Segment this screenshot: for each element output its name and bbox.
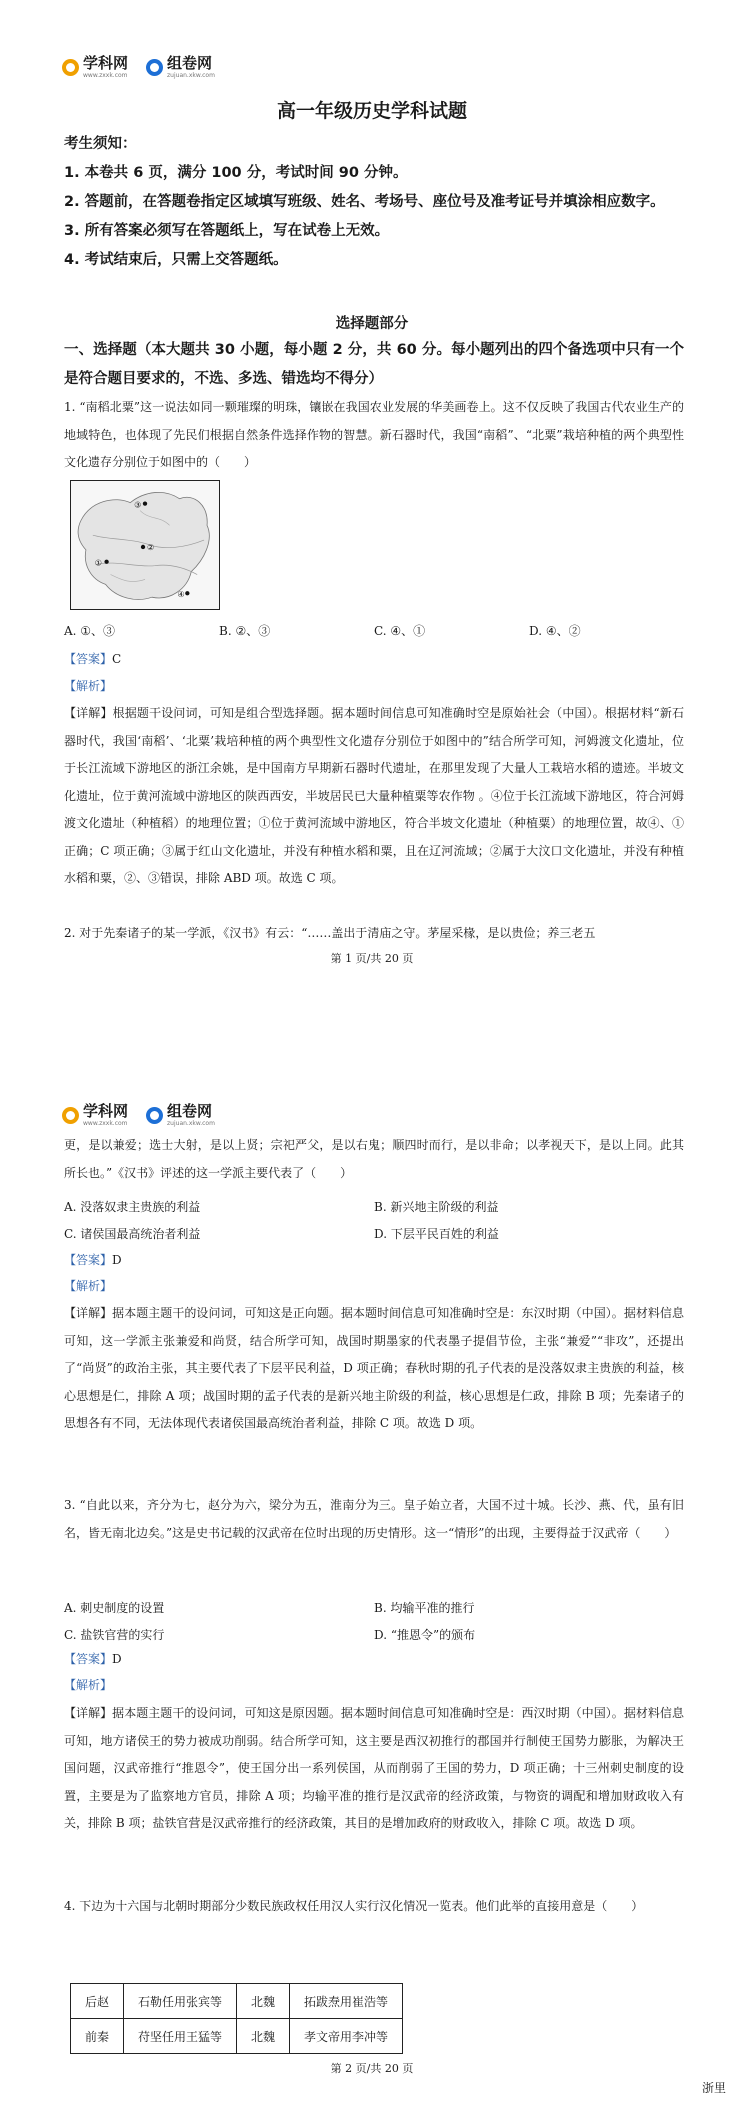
q2-answer-value: D: [112, 1253, 122, 1267]
q2-option-c: C. 诸侯国最高统治者利益: [64, 1227, 201, 1241]
notice-item-4: 4. 考试结束后，只需上交答题纸。: [64, 252, 288, 268]
q1-stem: 1. “南稻北粟”这一说法如同一颗璀璨的明珠，镶嵌在我国农业发展的华美画卷上。这不仅反映了我国古代农业生产的地域特色，也体现了先民们根据自然条件选择作物的智慧。新石器时代，我国“南稻”、“北粟”栽培种植的两个典型性文化遗存分别位于如图中的（ ）: [64, 400, 684, 469]
zujuan-logo-icon-page2: [146, 1107, 163, 1124]
q3-option-b: B. 均输平准的推行: [374, 1601, 475, 1615]
page-1-footer: 第 1 页/共 20 页: [330, 952, 414, 965]
zujuan-logo-page2: [146, 1104, 215, 1127]
q2-detail-label: 【详解】: [64, 1306, 113, 1320]
q1-analysis-label: 【解析】: [64, 679, 113, 693]
table-cell: 孝文帝用李冲等: [290, 2019, 403, 2054]
q2-stem-cont: 更，是以兼爱；选士大射，是以上贤；宗祀严父，是以右鬼；顺四时而行，是以非命；以孝视天下，是以上同。此其所长也。”《汉书》评述的这一学派主要代表了（ ）: [64, 1138, 684, 1180]
header-logos-page2: [62, 1104, 215, 1127]
q1-detail: [64, 700, 684, 893]
q1-answer: [64, 646, 684, 674]
q1-detail-text: 根据题干设问词，可知是组合型选择题。据本题时间信息可知准确时空是原始社会（中国）。根据材料“新石器时代，我国‘南稻’、‘北粟’栽培种植的两个典型性文化遗存分别位于如图中的”结合所学可知，河姆渡文化遗址，位于长江流域下游地区的浙江余姚，是中国南方早期新石器时代遗址，在那里发现了大量人工栽培水稻的遗迹。半坡文化遗址，位于黄河流域中游地区的陕西西安，半坡居民已大量种植粟等农作物 。④位于长江流域下游地区，符合河姆渡文化遗址（种植稻）的地理位置；①位于黄河流域中游地区，符合半坡文化遗址（种植粟）的地理位置，故④、①正确；C 项正确；③属于红山文化遗址，并没有种植水稻和粟，且在辽河流域；②属于大汶口文化遗址，并没有种植水稻和粟，②、③错误，排除 ABD 项。故选 C 项。: [64, 706, 684, 885]
table-cell: 北魏: [237, 2019, 290, 2054]
china-map-svg: [71, 481, 219, 609]
zujuan-logo-icon: [146, 59, 163, 76]
q3-options: [64, 1599, 684, 1643]
table-cell: 后赵: [71, 1984, 124, 2019]
notice-heading: 考生须知：: [64, 136, 137, 152]
q2-answer-label: 【答案】: [64, 1253, 113, 1267]
page-1: [0, 0, 744, 1030]
notice-block: [64, 130, 684, 275]
q1-answer-value: C: [112, 652, 122, 666]
q2-option-a: A. 没落奴隶主贵族的利益: [64, 1200, 201, 1214]
china-map-figure: [70, 480, 220, 610]
q4-table: [70, 1983, 403, 2054]
q2-detail-text: 据本题主题干的设问词，可知这是正向题。据本题时间信息可知准确时空是：东汉时期（中国）。据材料信息可知，这一学派主张兼爱和尚贤，结合所学可知，战国时期墨家的代表墨子提倡节俭，主张“兼爱”“非攻”，还提出了“尚贤”的政治主张，其主要代表了下层平民利益，D 项正确；春秋时期的孔子代表的是没落奴隶主贵族的利益，核心思想是仁，排除 A 项；战国时期的孟子代表的是新兴地主阶级的利益，核心思想是仁政，排除 B 项；先秦诸子的思想各有不同，无法体现代表诸侯国最高统治者利益，排除 C 项。故选 D 项。: [64, 1306, 684, 1430]
table-cell: 拓跋焘用崔浩等: [290, 1984, 403, 2019]
xkw-logo-name: 学科网: [83, 54, 129, 72]
page-gap: [0, 1030, 744, 1100]
q3-option-d: D. “推恩令”的颁布: [374, 1628, 476, 1642]
q2-answer: [64, 1247, 684, 1275]
xkw-logo: [62, 56, 128, 79]
q1-option-b: B. ②、③: [219, 624, 271, 638]
map-label-4: ④: [177, 590, 185, 600]
map-label-2: ②: [146, 542, 155, 552]
exam-title: 高一年级历史学科试题: [276, 100, 467, 122]
zujuan-logo-url: zujuan.xkw.com: [167, 72, 215, 79]
xkw-logo-url-page2: www.zxxk.com: [83, 1120, 128, 1127]
site-marker-2: [141, 545, 145, 549]
site-marker-3: [143, 501, 147, 505]
q2-option-d: D. 下层平民百姓的利益: [374, 1227, 499, 1241]
q1-option-c: C. ④、①: [374, 624, 426, 638]
q3-answer-label: 【答案】: [64, 1652, 113, 1666]
q3-answer: [64, 1646, 684, 1674]
q1-options: [64, 622, 684, 639]
zujuan-logo-name: 组卷网: [167, 54, 213, 72]
table-cell: 苻坚任用王猛等: [124, 2019, 237, 2054]
page-2-footer: 第 2 页/共 20 页: [330, 2062, 414, 2075]
zujuan-logo: [146, 56, 215, 79]
table-cell: 石勒任用张宾等: [124, 1984, 237, 2019]
q2-stem-start: 2. 对于先秦诸子的某一学派，《汉书》有云：“……盖出于清庙之守。茅屋采椽，是以贵俭；养三老五: [64, 926, 596, 940]
notice-item-3: 3. 所有答案必须写在答题纸上，写在试卷上无效。: [64, 223, 390, 239]
xkw-logo-page2: [62, 1104, 128, 1127]
site-marker-1: [104, 560, 108, 564]
table-row: [71, 2019, 403, 2054]
q1-option-a: A. ①、③: [64, 624, 116, 638]
map-label-1: ①: [94, 558, 102, 568]
notice-item-2: 2. 答题前，在答题卷指定区域填写班级、姓名、考场号、座位号及准考证号并填涂相应数字。: [64, 194, 665, 210]
map-label-3: ③: [134, 500, 142, 510]
notice-item-1: 1. 本卷共 6 页，满分 100 分，考试时间 90 分钟。: [64, 165, 408, 181]
section-title: 选择题部分: [335, 316, 409, 332]
q4-stem: 4. 下边为十六国与北朝时期部分少数民族政权任用汉人实行汉化情况一览表。他们此举的直接用意是（ ）: [64, 1899, 644, 1913]
q1-option-d: D. ④、②: [529, 624, 581, 638]
q3-detail-label: 【详解】: [64, 1706, 113, 1720]
q2-options: [64, 1198, 684, 1242]
q3-detail: [64, 1700, 684, 1838]
xkw-logo-name-page2: 学科网: [83, 1102, 129, 1120]
q3-analysis-label: 【解析】: [64, 1678, 113, 1692]
table-cell: 北魏: [237, 1984, 290, 2019]
q3-option-c: C. 盐铁官营的实行: [64, 1628, 165, 1642]
q3-answer-value: D: [112, 1652, 122, 1666]
q2-option-b: B. 新兴地主阶级的利益: [374, 1200, 499, 1214]
header-logos: [62, 56, 215, 79]
q2-detail: [64, 1300, 684, 1438]
section-intro: 一、选择题（本大题共 30 小题，每小题 2 分，共 60 分。每小题列出的四个备选项中只有一个是符合题目要求的，不选、多选、错选均不得分）: [64, 342, 684, 387]
xkw-logo-icon: [62, 59, 79, 76]
q1-answer-label: 【答案】: [64, 652, 113, 666]
table-cell: 前秦: [71, 2019, 124, 2054]
q3-detail-text: 据本题主题干的设问词，可知这是原因题。据本题时间信息可知准确时空是：西汉时期（中国）。据材料信息可知，地方诸侯王的势力被成功削弱。结合所学可知，这主要是西汉初推行的郡国并行制使王国势力膨胀，为解决王国问题，汉武帝推行“推恩令”，使王国分出一系列侯国，从而削弱了王国的势力，D 项正确；十三州刺史制度的设置，主要是为了监察地方官员，排除 A 项；均输平准的推行是汉武帝的经济政策，与物资的调配和增加财政收入有关，排除 B 项；盐铁官营是汉武帝推行的经济政策，其目的是增加政府的财政收入，排除 C 项。故选 D 项。: [64, 1706, 684, 1830]
q3-option-a: A. 刺史制度的设置: [64, 1601, 165, 1615]
corner-text: 浙里: [701, 2081, 726, 2095]
q3-stem: 3. “自此以来，齐分为七，赵分为六，梁分为五，淮南分为三。皇子始立者，大国不过十城。长沙、燕、代，虽有旧名，皆无南北边矣。”这是史书记载的汉武帝在位时出现的历史情形。这一“情形”的出现，主要得益于汉武帝（ ）: [64, 1498, 684, 1540]
xkw-logo-icon-page2: [62, 1107, 79, 1124]
table-row: [71, 1984, 403, 2019]
site-marker-4: [185, 591, 189, 595]
q1-detail-label: 【详解】: [64, 706, 113, 720]
xkw-logo-url: www.zxxk.com: [83, 72, 128, 79]
zujuan-logo-name-page2: 组卷网: [167, 1102, 213, 1120]
q2-analysis-label: 【解析】: [64, 1279, 113, 1293]
zujuan-logo-url-page2: zujuan.xkw.com: [167, 1120, 215, 1127]
